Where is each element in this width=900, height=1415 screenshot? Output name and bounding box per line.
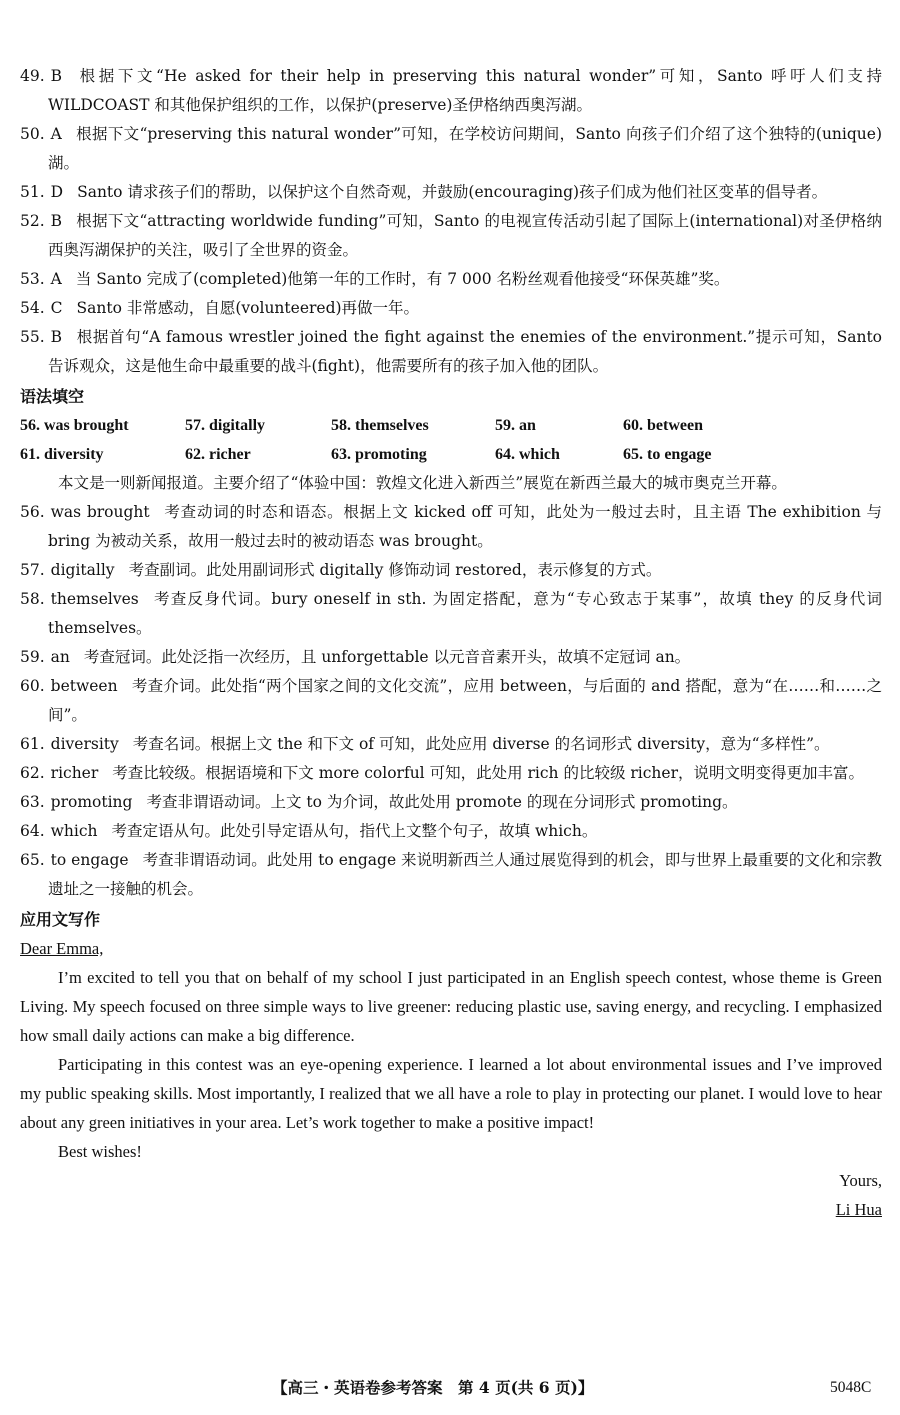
answer-item bbox=[20, 585, 882, 643]
item-answer-key: richer bbox=[50, 764, 99, 782]
grammar-answer: 61. diversity bbox=[20, 446, 104, 463]
grammar-answer: 59. an bbox=[495, 417, 536, 434]
item-explanation: 考查反身代词。bury oneself in sth. 为固定搭配，意为“专心致志于某事”，故填 they 的反身代词 themselves。 bbox=[48, 590, 882, 637]
answer-item bbox=[20, 323, 882, 381]
item-explanation: 根据下文“attracting worldwide funding”可知，Santo 的电视宣传活动引起了国际上(international)对圣伊格纳西奥泻湖保护的关注，吸引了全世界的资金。 bbox=[48, 212, 882, 259]
item-answer-key: A bbox=[50, 270, 62, 288]
letter-closing: Best wishes! bbox=[58, 1142, 142, 1161]
answer-item bbox=[20, 788, 882, 817]
item-number: 54. bbox=[20, 299, 45, 317]
letter-paragraph: Participating in this contest was an eye-opening experience. I learned a lot about environmental issues and I’ve improved my public speaking skills. Most importantly, I realized that we all have a role to play in protecting our planet. I would love to hear about any green initiatives in your area. Let’s work together to make a positive impact! bbox=[20, 1055, 882, 1132]
item-explanation: Santo 非常感动，自愿(volunteered)再做一年。 bbox=[76, 299, 420, 317]
item-number: 60. bbox=[20, 677, 45, 695]
answer-item bbox=[20, 294, 882, 323]
item-answer-key: between bbox=[50, 677, 118, 695]
answer-item bbox=[20, 672, 882, 730]
letter-paragraph: I’m excited to tell you that on behalf of my school I just participated in an English speech contest, whose theme is Green Living. My speech focused on three simple ways to live greener: reducing plastic use, saving energy, and recycling. I emphasized how small daily actions can make a big difference. bbox=[20, 968, 882, 1045]
item-number: 65. bbox=[20, 851, 45, 869]
item-number: 55. bbox=[20, 328, 45, 346]
letter-greeting: Dear Emma, bbox=[20, 939, 104, 958]
grammar-answer: 63. promoting bbox=[331, 446, 427, 463]
item-answer-key: B bbox=[50, 67, 63, 85]
answer-item bbox=[20, 730, 882, 759]
item-answer-key: B bbox=[50, 212, 63, 230]
cloze-answers bbox=[20, 62, 882, 381]
item-answer-key: C bbox=[50, 299, 63, 317]
item-number: 51. bbox=[20, 183, 45, 201]
item-explanation: 根据下文“He asked for their help in preserving this natural wonder”可知，Santo 呼吁人们支持 WILDCOAST 和其他保护组织的工作，以保护(preserve)圣伊格纳西奥泻湖。 bbox=[48, 67, 882, 114]
item-explanation: 考查非谓语动词。上文 to 为介词，故此处用 promote 的现在分词形式 promoting。 bbox=[146, 793, 738, 811]
answer-item bbox=[20, 207, 882, 265]
grammar-answer-row-2 bbox=[20, 440, 882, 469]
answer-item bbox=[20, 759, 882, 788]
answer-item bbox=[20, 817, 882, 846]
item-number: 57. bbox=[20, 561, 45, 579]
item-answer-key: was brought bbox=[50, 503, 150, 521]
writing-section-title: 应用文写作 bbox=[20, 910, 101, 929]
item-explanation: 考查比较级。根据语境和下文 more colorful 可知，此处用 rich 的比较级 richer，说明文明变得更加丰富。 bbox=[112, 764, 864, 782]
item-number: 53. bbox=[20, 270, 45, 288]
item-explanation: 考查定语从句。此处引导定语从句，指代上文整个句子，故填 which。 bbox=[111, 822, 598, 840]
item-explanation: 考查名词。根据上文 the 和下文 of 可知，此处应用 diverse 的名词形式 diversity，意为“多样性”。 bbox=[132, 735, 830, 753]
grammar-answer: 62. richer bbox=[185, 446, 251, 463]
grammar-answer: 60. between bbox=[623, 417, 703, 434]
grammar-answer: 57. digitally bbox=[185, 417, 266, 434]
item-explanation: 根据首句“A famous wrestler joined the fight against the enemies of the environment.”提示可知，Santo 告诉观众，这是他生命中最重要的战斗(fight)，他需要所有的孩子加入他的团队。 bbox=[48, 328, 882, 375]
item-answer-key: diversity bbox=[50, 735, 119, 753]
answer-item bbox=[20, 120, 882, 178]
item-answer-key: themselves bbox=[50, 590, 139, 608]
grammar-intro: 本文是一则新闻报道。主要介绍了“体验中国：敦煌文化进入新西兰”展览在新西兰最大的城市奥克兰开幕。 bbox=[58, 474, 787, 492]
answer-item bbox=[20, 846, 882, 904]
item-number: 49. bbox=[20, 67, 45, 85]
item-explanation: 考查非谓语动词。此处用 to engage 来说明新西兰人通过展览得到的机会，即与世界上最重要的文化和宗教遗址之一接触的机会。 bbox=[48, 851, 882, 898]
item-explanation: 考查冠词。此处泛指一次经历，且 unforgettable 以元音音素开头，故填不定冠词 an。 bbox=[83, 648, 691, 666]
item-explanation: Santo 请求孩子们的帮助，以保护这个自然奇观，并鼓励(encouraging)孩子们成为他们社区变革的倡导者。 bbox=[77, 183, 828, 201]
item-number: 61. bbox=[20, 735, 45, 753]
item-answer-key: which bbox=[50, 822, 98, 840]
item-answer-key: digitally bbox=[50, 561, 115, 579]
item-answer-key: promoting bbox=[50, 793, 133, 811]
grammar-answer: 56. was brought bbox=[20, 417, 129, 434]
item-explanation: 考查动词的时态和语态。根据上文 kicked off 可知，此处为一般过去时，且主语 The exhibition 与 bring 为被动关系，故用一般过去时的被动语态 was brought。 bbox=[48, 503, 883, 550]
item-answer-key: A bbox=[50, 125, 62, 143]
item-number: 62. bbox=[20, 764, 45, 782]
item-number: 56. bbox=[20, 503, 45, 521]
item-explanation: 当 Santo 完成了(completed)他第一年的工作时，有 7 000 名粉丝观看他接受“环保英雄”奖。 bbox=[75, 270, 730, 288]
answer-item bbox=[20, 178, 882, 207]
item-answer-key: to engage bbox=[50, 851, 129, 869]
letter-signature: Li Hua bbox=[835, 1200, 882, 1219]
footer-code: 5048C bbox=[830, 1379, 872, 1396]
grammar-answer-row-1 bbox=[20, 411, 882, 440]
grammar-section-title: 语法填空 bbox=[20, 387, 85, 406]
answer-item bbox=[20, 556, 882, 585]
item-number: 52. bbox=[20, 212, 45, 230]
item-explanation: 考查副词。此处用副词形式 digitally 修饰动词 restored，表示修复的方式。 bbox=[128, 561, 662, 579]
answer-item bbox=[20, 498, 882, 556]
item-explanation: 根据下文“preserving this natural wonder”可知，在学校访问期间，Santo 向孩子们介绍了这个独特的(unique)湖。 bbox=[48, 125, 882, 172]
grammar-answer: 64. which bbox=[495, 446, 560, 463]
answer-page bbox=[20, 62, 882, 1224]
item-number: 50. bbox=[20, 125, 45, 143]
answer-item bbox=[20, 62, 882, 120]
letter-yours: Yours, bbox=[839, 1171, 882, 1190]
sample-letter bbox=[20, 934, 882, 1224]
answer-item bbox=[20, 643, 882, 672]
item-number: 59. bbox=[20, 648, 45, 666]
item-answer-key: an bbox=[50, 648, 70, 666]
item-number: 58. bbox=[20, 590, 45, 608]
item-number: 64. bbox=[20, 822, 45, 840]
item-answer-key: B bbox=[50, 328, 63, 346]
item-number: 63. bbox=[20, 793, 45, 811]
grammar-answer: 58. themselves bbox=[331, 417, 429, 434]
item-answer-key: D bbox=[50, 183, 64, 201]
grammar-answer: 65. to engage bbox=[623, 446, 712, 463]
item-explanation: 考查介词。此处指“两个国家之间的文化交流”，应用 between，与后面的 and 搭配，意为“在……和……之间”。 bbox=[48, 677, 882, 724]
grammar-explanations bbox=[20, 498, 882, 904]
answer-item bbox=[20, 265, 882, 294]
footer-page-info: 【高三・英语卷参考答案 第 4 页(共 6 页)】 bbox=[272, 1378, 594, 1397]
